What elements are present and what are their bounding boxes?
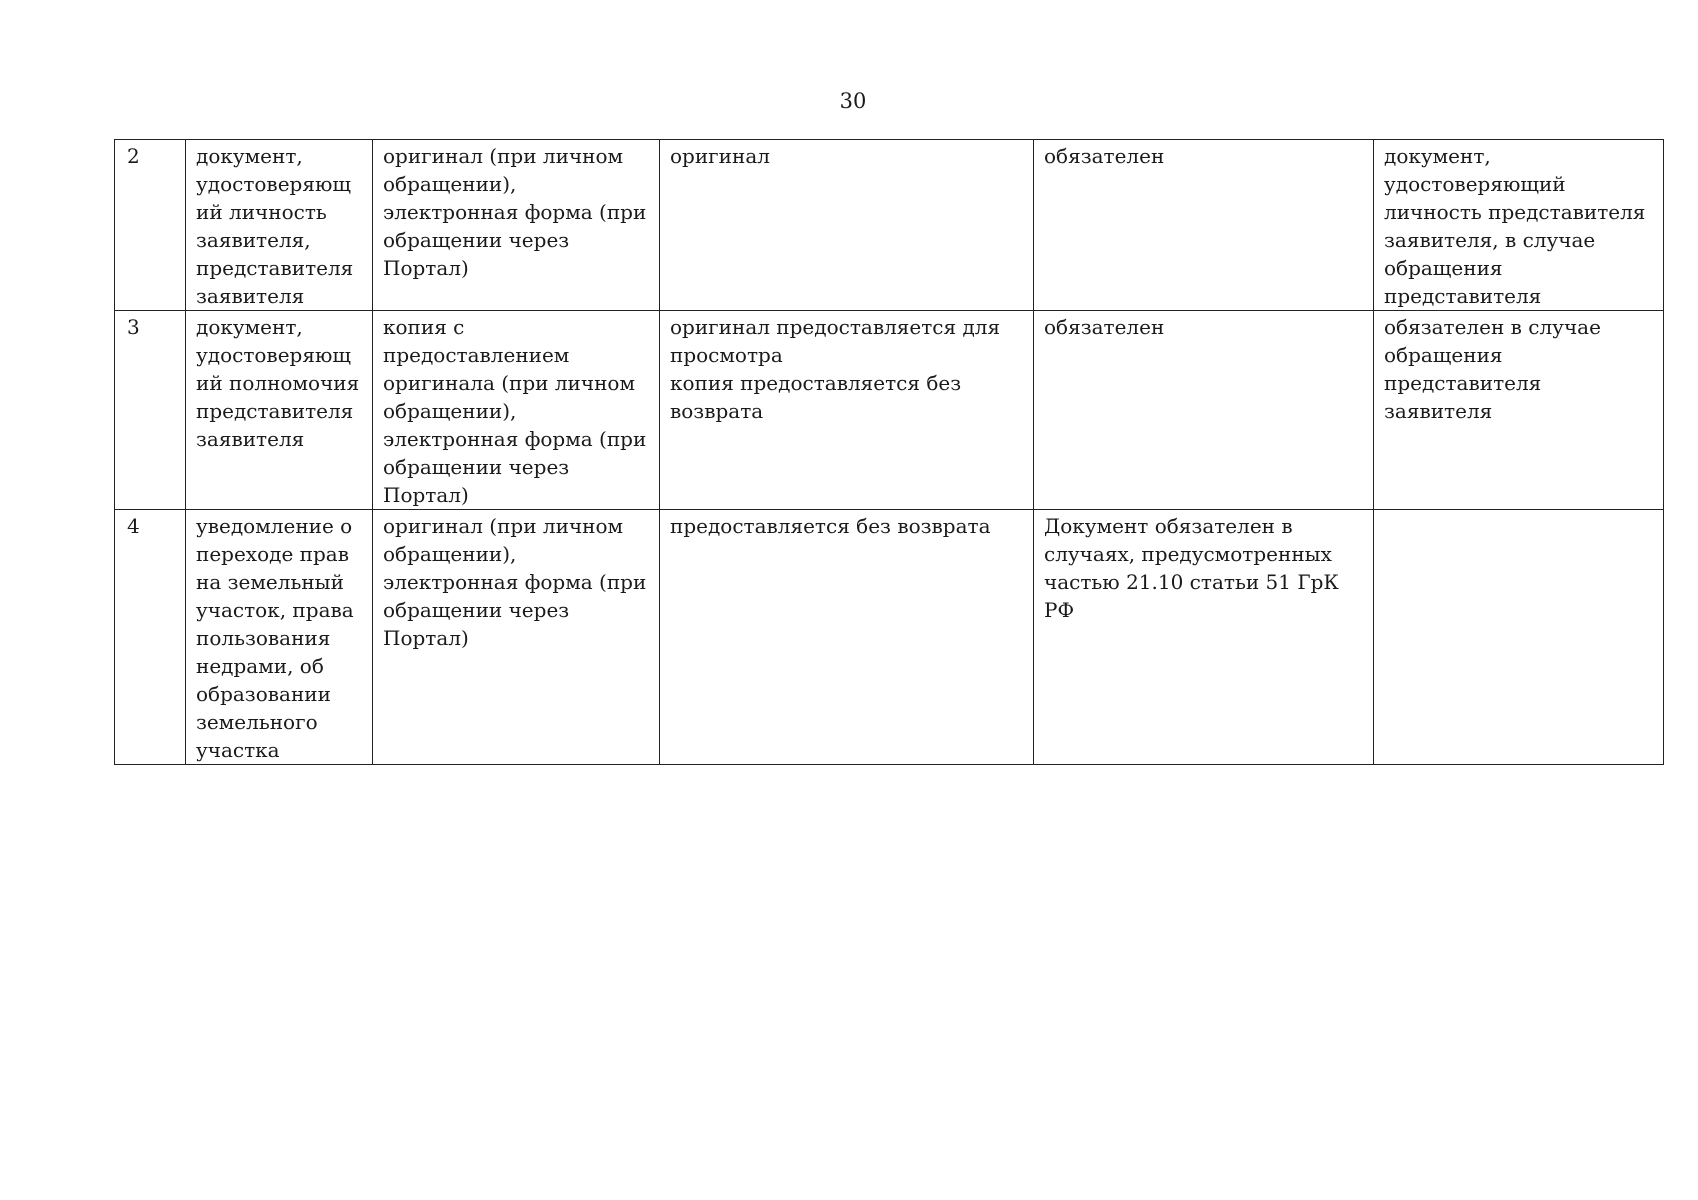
mandatory-cell: обязателен [1034, 311, 1374, 510]
document-form-cell: копия с предоставлением оригинала (при личном обращении), электронная форма (при обращении через Портал) [373, 311, 660, 510]
row-number-cell: 3 [115, 311, 186, 510]
provision-method-cell: предоставляется без возврата [660, 510, 1034, 765]
table-row [115, 311, 1664, 510]
note-cell: документ, удостоверяющий личность представителя заявителя, в случае обращения представителя [1374, 140, 1664, 311]
provision-method-cell: оригинал предоставляется для просмотра копия предоставляется без возврата [660, 311, 1034, 510]
document-name-cell: документ, удостоверяющ ий полномочия представителя заявителя [186, 311, 373, 510]
provision-method-cell: оригинал [660, 140, 1034, 311]
document-name-cell: документ, удостоверяющ ий личность заявителя, представителя заявителя [186, 140, 373, 311]
page-number: 30 [839, 89, 867, 113]
documents-table [114, 139, 1664, 765]
document-name-cell: уведомление о переходе прав на земельный участок, права пользования недрами, об образовании земельного участка [186, 510, 373, 765]
table-row [115, 140, 1664, 311]
mandatory-cell: обязателен [1034, 140, 1374, 311]
note-cell [1374, 510, 1664, 765]
row-number-cell: 4 [115, 510, 186, 765]
note-cell: обязателен в случае обращения представителя заявителя [1374, 311, 1664, 510]
document-form-cell: оригинал (при личном обращении), электронная форма (при обращении через Портал) [373, 140, 660, 311]
document-form-cell: оригинал (при личном обращении), электронная форма (при обращении через Портал) [373, 510, 660, 765]
mandatory-cell: Документ обязателен в случаях, предусмотренных частью 21.10 статьи 51 ГрК РФ [1034, 510, 1374, 765]
table-row [115, 510, 1664, 765]
row-number-cell: 2 [115, 140, 186, 311]
